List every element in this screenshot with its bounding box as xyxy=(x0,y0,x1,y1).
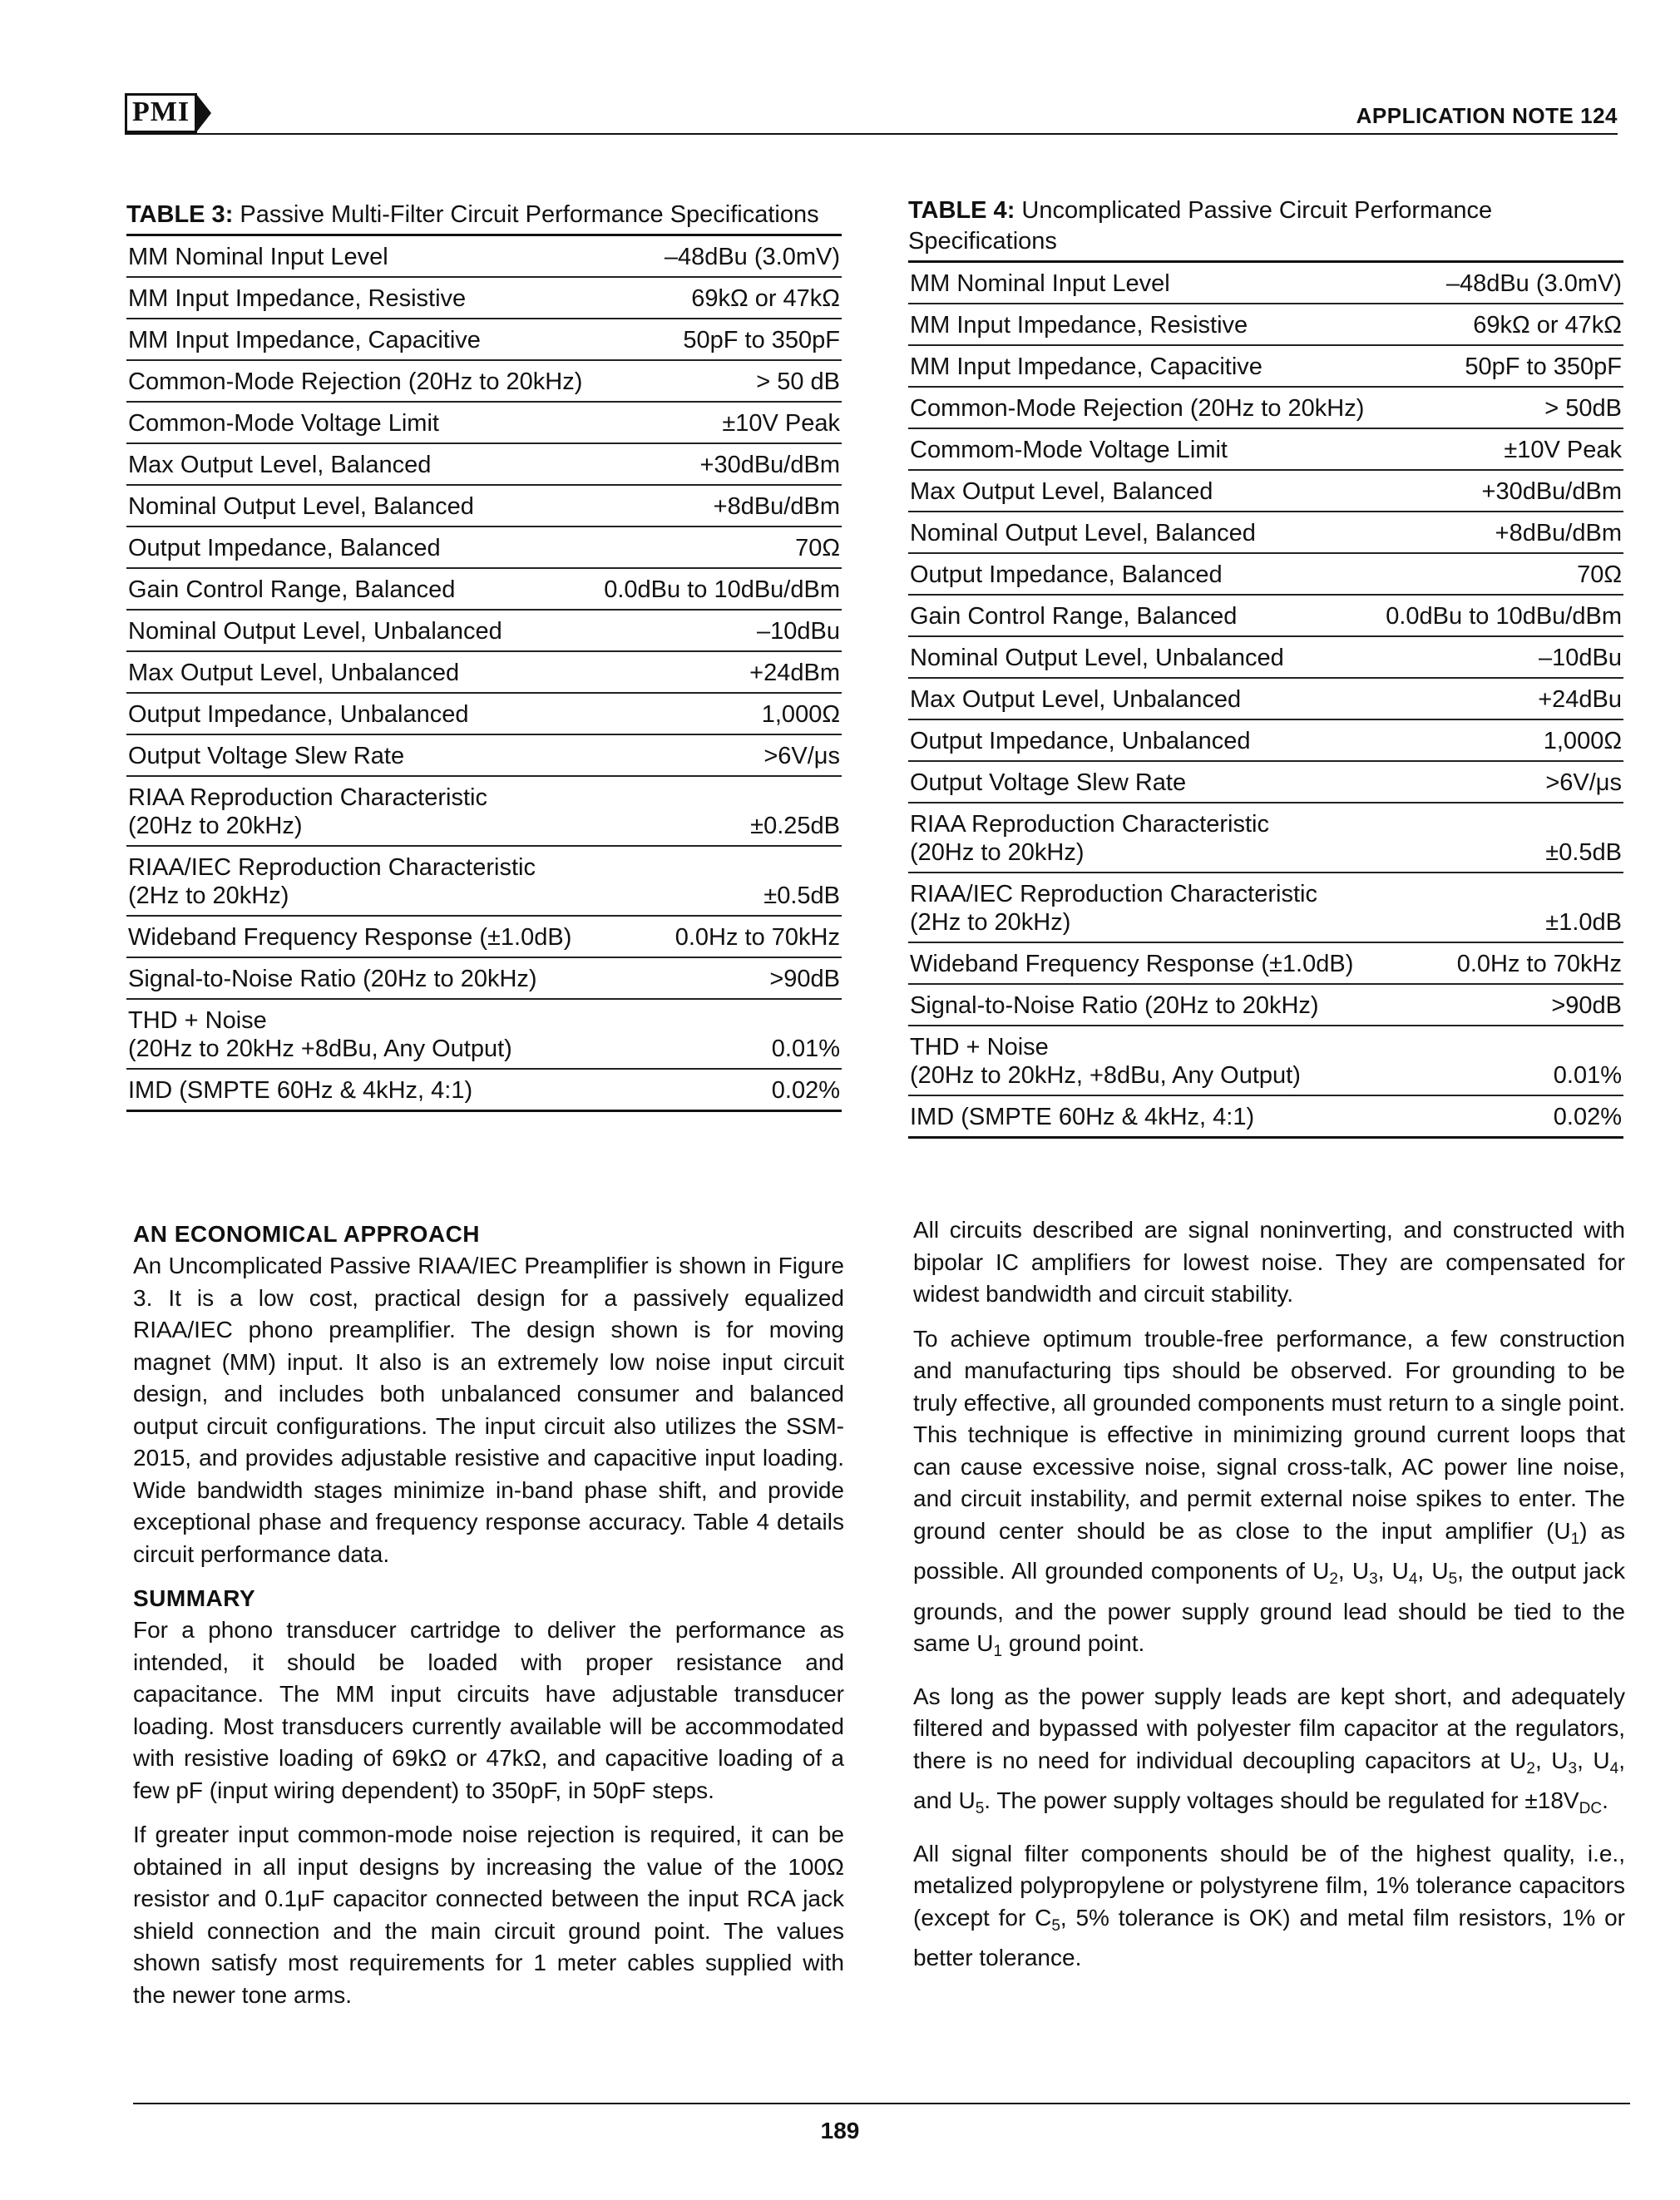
subscript: 3 xyxy=(1369,1570,1378,1588)
paragraph-summary-loading: For a phono transducer cartridge to deliver the performance as intended, it should be loaded with proper resistance and capacitance. The MM input circuits have adjustable transducer loading. Most transducers currently available will be accommodated with resistive loading of 69kΩ or 47kΩ, and capacitive loading of a few pF (input wiring dependent) to 350pF, in 50pF steps. xyxy=(133,1617,844,1803)
table-row xyxy=(126,611,842,652)
table-row xyxy=(126,361,842,403)
table-row xyxy=(126,319,842,361)
table-row xyxy=(908,304,1623,346)
table-row xyxy=(126,444,842,486)
paragraph-grounding xyxy=(913,1323,1625,1669)
table-row xyxy=(126,777,842,847)
spec-label: THD + Noise (20Hz to 20kHz, +8dBu, Any Output) xyxy=(910,1034,1301,1089)
text-run: , and U xyxy=(913,1747,1626,1813)
spec-value: 0.01% xyxy=(1553,1062,1622,1089)
spec-value: –10dBu xyxy=(757,618,840,645)
spec-label: RIAA Reproduction Characteristic (20Hz to 20kHz) xyxy=(910,811,1269,866)
spec-value: 0.01% xyxy=(771,1036,840,1062)
table-row xyxy=(908,1096,1623,1139)
spec-label: RIAA Reproduction Characteristic (20Hz to 20kHz) xyxy=(128,784,487,839)
spec-label: MM Input Impedance, Capacitive xyxy=(128,327,481,353)
spec-value: >90dB xyxy=(769,966,840,992)
spec-value: ±0.25dB xyxy=(750,813,840,839)
table-row xyxy=(126,278,842,319)
text-run: All signal filter components should be of the highest quality, i.e., metalized polypropylene or polystyrene film, 1% tolerance capacitors (except for C xyxy=(913,1840,1625,1931)
subscript: 2 xyxy=(1526,1759,1535,1777)
table-row xyxy=(908,596,1623,637)
table-4-caption-label: TABLE 4: xyxy=(908,197,1015,224)
subscript: 4 xyxy=(1408,1570,1418,1588)
spec-value: >90dB xyxy=(1551,992,1622,1019)
spec-label: Wideband Frequency Response (±1.0dB) xyxy=(128,924,572,951)
text-run: , U xyxy=(1534,1747,1569,1773)
spec-label: Max Output Level, Balanced xyxy=(128,452,432,478)
spec-value: ±0.5dB xyxy=(1545,839,1622,866)
text-run: , 5% tolerance is OK) and metal film resistors, 1% or better tolerance. xyxy=(913,1904,1625,1970)
logo-text: PMI xyxy=(125,93,197,133)
text-run: As long as the power supply leads are kept short, and adequately filtered and bypassed with polyester film capacitor at the regulators, there is no need for individual decoupling capacitors at U xyxy=(913,1683,1625,1773)
spec-value: +24dBu xyxy=(1538,686,1622,713)
spec-value: ±0.5dB xyxy=(763,882,840,909)
spec-label: Output Voltage Slew Rate xyxy=(910,769,1187,796)
spec-label: Max Output Level, Unbalanced xyxy=(128,660,460,686)
table-row xyxy=(908,554,1623,596)
paragraph-circuits-noninverting: All circuits described are signal noninverting, and constructed with bipolar IC amplifiers for lowest noise. They are compensated for widest bandwidth and circuit stability. xyxy=(913,1217,1625,1307)
text-run: , U xyxy=(1337,1558,1370,1584)
table-row xyxy=(126,236,842,278)
spec-label: Output Impedance, Balanced xyxy=(910,561,1223,588)
logo-arrow-icon xyxy=(196,94,211,132)
pmi-logo xyxy=(125,93,211,133)
application-note-title: APPLICATION NOTE 124 xyxy=(1356,103,1618,128)
spec-value: 50pF to 350pF xyxy=(1465,353,1622,380)
text-run: . The power supply voltages should be regulated for ±18V xyxy=(984,1787,1579,1813)
spec-label: Output Impedance, Balanced xyxy=(128,535,441,561)
spec-value: > 50dB xyxy=(1544,395,1622,422)
spec-value: 70Ω xyxy=(1577,561,1622,588)
table-3 xyxy=(126,200,842,1112)
table-row xyxy=(126,569,842,611)
table-row xyxy=(126,403,842,444)
subscript: 5 xyxy=(1448,1570,1458,1588)
spec-value: 69kΩ or 47kΩ xyxy=(1473,312,1622,339)
table-row xyxy=(908,471,1623,512)
page-number: 189 xyxy=(820,2118,860,2143)
spec-value: 70Ω xyxy=(795,535,840,561)
table-row xyxy=(908,985,1623,1026)
text-run: , U xyxy=(1377,1558,1409,1584)
table-row xyxy=(126,652,842,694)
spec-label: Commom-Mode Voltage Limit xyxy=(910,437,1228,463)
table-row xyxy=(908,263,1623,304)
spec-label: Output Impedance, Unbalanced xyxy=(128,701,469,728)
spec-value: 0.02% xyxy=(1553,1104,1622,1130)
spec-value: >6V/μs xyxy=(1545,769,1622,796)
text-run: , U xyxy=(1577,1747,1610,1773)
text-run: To achieve optimum trouble-free performance, a few construction and manufacturing tips should be observed. For grounding to be truly effective, all grounded components must return to a single point. This technique is effective in minimizing ground current loops that can cause excessive noise, signal cross-talk, AC power line noise, and circuit instability, and permit external noise spikes to enter. The ground center should be as close to the input amplifier (U xyxy=(913,1325,1625,1544)
text-run: ) as possible. All grounded components of U xyxy=(913,1517,1626,1584)
subscript: DC xyxy=(1579,1800,1603,1817)
subscript: 3 xyxy=(1568,1759,1578,1777)
spec-value: 0.0Hz to 70kHz xyxy=(1456,951,1622,977)
spec-value: ±10V Peak xyxy=(1504,437,1622,463)
table-row xyxy=(126,1070,842,1112)
subscript: 1 xyxy=(993,1643,1003,1660)
spec-value: 69kΩ or 47kΩ xyxy=(691,285,840,312)
section-heading-economical-approach: AN ECONOMICAL APPROACH xyxy=(133,1221,481,1247)
section-heading-summary: SUMMARY xyxy=(133,1585,256,1611)
spec-value: +30dBu/dBm xyxy=(699,452,840,478)
table-4-body xyxy=(908,263,1623,1139)
spec-label: IMD (SMPTE 60Hz & 4kHz, 4:1) xyxy=(128,1077,473,1104)
table-row xyxy=(908,720,1623,762)
spec-value: 0.02% xyxy=(771,1077,840,1104)
spec-label: Max Output Level, Unbalanced xyxy=(910,686,1242,713)
spec-label: Wideband Frequency Response (±1.0dB) xyxy=(910,951,1354,977)
spec-label: Output Impedance, Unbalanced xyxy=(910,728,1251,754)
table-row xyxy=(908,762,1623,803)
subscript: 5 xyxy=(975,1800,985,1817)
spec-value: –48dBu (3.0mV) xyxy=(1445,270,1622,297)
spec-label: Common-Mode Voltage Limit xyxy=(128,410,439,437)
text-run: ground point. xyxy=(1002,1630,1145,1656)
table-row xyxy=(908,512,1623,554)
spec-label: Gain Control Range, Balanced xyxy=(910,603,1238,630)
subscript: 1 xyxy=(1570,1530,1580,1548)
spec-label: RIAA/IEC Reproduction Characteristic (2Hz to 20kHz) xyxy=(910,881,1317,936)
table-row xyxy=(126,847,842,917)
subscript: 5 xyxy=(1051,1916,1060,1935)
table-3-caption-label: TABLE 3: xyxy=(126,201,234,228)
paragraph-power-supply xyxy=(913,1681,1625,1826)
spec-value: >6V/μs xyxy=(763,743,840,769)
table-row xyxy=(126,958,842,1000)
spec-label: Max Output Level, Balanced xyxy=(910,478,1213,505)
paragraph-components xyxy=(913,1838,1625,1975)
spec-value: > 50 dB xyxy=(756,368,840,395)
spec-label: RIAA/IEC Reproduction Characteristic (2Hz to 20kHz) xyxy=(128,854,536,909)
table-4-caption-text: Uncomplicated Passive Circuit Performance Specifications xyxy=(908,197,1493,255)
spec-value: +30dBu/dBm xyxy=(1481,478,1622,505)
text-run: , the output jack grounds, and the power supply ground lead should be tied to the same U xyxy=(913,1558,1626,1656)
table-row xyxy=(908,873,1623,943)
table-row xyxy=(908,637,1623,679)
table-3-body xyxy=(126,236,842,1112)
spec-label: IMD (SMPTE 60Hz & 4kHz, 4:1) xyxy=(910,1104,1255,1130)
table-row xyxy=(126,486,842,527)
table-row xyxy=(126,735,842,777)
table-row xyxy=(908,429,1623,471)
subscript: 2 xyxy=(1329,1570,1338,1588)
spec-label: Nominal Output Level, Unbalanced xyxy=(128,618,502,645)
spec-value: 0.0dBu to 10dBu/dBm xyxy=(604,576,840,603)
left-text-column xyxy=(133,1219,844,2024)
spec-label: MM Input Impedance, Resistive xyxy=(128,285,467,312)
paragraph-economical-approach: An Uncomplicated Passive RIAA/IEC Preamplifier is shown in Figure 3. It is a low cost, practical design for a passively equalized RIAA/IEC phono preamplifier. The design shown is for moving magnet (MM) input. It also is an extremely low noise input circuit design, and includes both unbalanced consumer and balanced output circuit configurations. The input circuit also utilizes the SSM-2015, and provides adjustable resistive and capacitive input loading. Wide bandwidth stages minimize in-band phase shift, and provide exceptional phase and frequency response accuracy. Table 4 details circuit performance data. xyxy=(133,1253,844,1567)
spec-value: 1,000Ω xyxy=(761,701,840,728)
spec-value: 1,000Ω xyxy=(1543,728,1622,754)
table-row xyxy=(126,1000,842,1070)
spec-value: ±1.0dB xyxy=(1545,909,1622,936)
spec-label: Output Voltage Slew Rate xyxy=(128,743,405,769)
page-header xyxy=(125,93,1618,135)
spec-label: Nominal Output Level, Balanced xyxy=(910,520,1256,546)
spec-value: 0.0dBu to 10dBu/dBm xyxy=(1386,603,1622,630)
spec-value: 0.0Hz to 70kHz xyxy=(674,924,840,951)
table-row xyxy=(126,917,842,958)
spec-value: –10dBu xyxy=(1539,645,1622,671)
spec-label: Common-Mode Rejection (20Hz to 20kHz) xyxy=(128,368,583,395)
paragraph-summary-cmrr: If greater input common-mode noise rejection is required, it can be obtained in all input designs by increasing the value of the 100Ω resistor and 0.1μF capacitor connected between the input RCA jack shield connection and the main circuit ground point. The values shown satisfy most requirements for 1 meter cables supplied with the newer tone arms. xyxy=(133,1822,844,2008)
text-run: , U xyxy=(1417,1558,1449,1584)
spec-value: +8dBu/dBm xyxy=(1495,520,1622,546)
footer-divider xyxy=(133,2103,1630,2104)
spec-label: Common-Mode Rejection (20Hz to 20kHz) xyxy=(910,395,1365,422)
spec-label: MM Nominal Input Level xyxy=(910,270,1170,297)
table-row xyxy=(908,803,1623,873)
spec-label: MM Nominal Input Level xyxy=(128,244,388,270)
spec-label: MM Input Impedance, Capacitive xyxy=(910,353,1262,380)
spec-label: Signal-to-Noise Ratio (20Hz to 20kHz) xyxy=(128,966,537,992)
table-row xyxy=(908,1026,1623,1096)
spec-label: THD + Noise (20Hz to 20kHz +8dBu, Any Output) xyxy=(128,1007,512,1062)
spec-value: +8dBu/dBm xyxy=(713,493,840,520)
spec-value: +24dBm xyxy=(749,660,840,686)
table-4-caption xyxy=(908,195,1623,263)
table-row xyxy=(126,694,842,735)
spec-value: ±10V Peak xyxy=(722,410,840,437)
table-row xyxy=(908,346,1623,388)
spec-label: Gain Control Range, Balanced xyxy=(128,576,456,603)
table-row xyxy=(908,388,1623,429)
table-3-caption-text: Passive Multi-Filter Circuit Performance Specifications xyxy=(233,201,819,228)
table-row xyxy=(908,679,1623,720)
table-row xyxy=(126,527,842,569)
spec-label: Nominal Output Level, Balanced xyxy=(128,493,474,520)
table-row xyxy=(908,943,1623,985)
spec-label: Nominal Output Level, Unbalanced xyxy=(910,645,1284,671)
spec-value: 50pF to 350pF xyxy=(683,327,840,353)
text-run: . xyxy=(1602,1787,1608,1813)
spec-value: –48dBu (3.0mV) xyxy=(664,244,840,270)
spec-label: Signal-to-Noise Ratio (20Hz to 20kHz) xyxy=(910,992,1319,1019)
subscript: 4 xyxy=(1609,1759,1619,1777)
table-3-caption xyxy=(126,200,842,236)
spec-label: MM Input Impedance, Resistive xyxy=(910,312,1248,339)
table-4 xyxy=(908,195,1623,1139)
right-text-column xyxy=(913,1214,1625,1987)
